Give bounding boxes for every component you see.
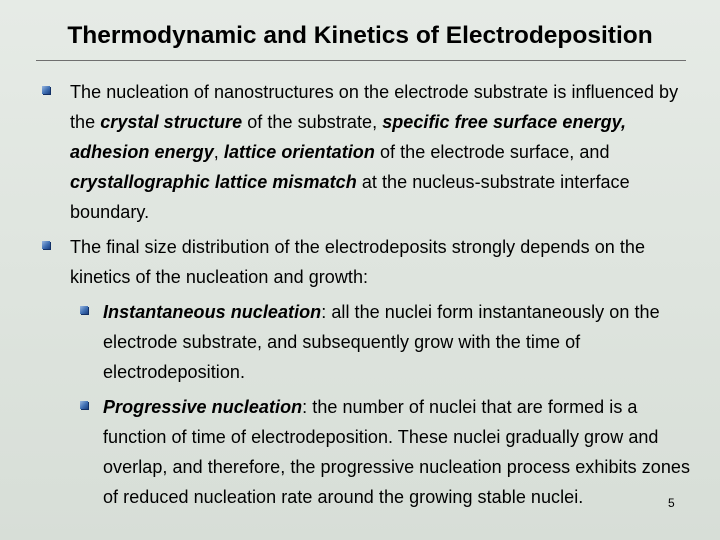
bullet-icon — [42, 241, 50, 249]
title-divider — [36, 60, 686, 61]
text-run: The final size distribution of the electrodeposits strongly depends on the kinetics of the nucleation and growth: — [70, 237, 646, 287]
text-run: , — [213, 142, 224, 162]
text-run: of the substrate, — [242, 112, 383, 132]
bullet-paragraph — [70, 77, 680, 227]
text-run: of the electrode surface, and — [374, 142, 610, 162]
emphasized-term: specific free surface energy, adhesion energy — [70, 112, 627, 162]
emphasized-term: lattice orientation — [223, 142, 375, 162]
text-run: at the nucleus-substrate interface boundary. — [70, 172, 630, 222]
page-number: 5 — [668, 496, 675, 510]
bullet-icon — [42, 86, 50, 94]
sub-bullet-paragraph — [103, 297, 693, 387]
bullet-paragraph — [70, 232, 680, 292]
text-run: : the number of nuclei that are formed is a function of time of electrodeposition. These nuclei gradually grow and overlap, and therefore, the progressive nucleation process exhibits zones of reduced nucleation rate around the growing stable nuclei. — [103, 397, 690, 507]
sub-bullet-icon — [80, 401, 88, 409]
page-title: Thermodynamic and Kinetics of Electrodeposition — [67, 22, 653, 49]
text-run: The nucleation of nanostructures on the electrode substrate is influenced by the — [70, 82, 679, 132]
sub-bullet-icon — [80, 306, 88, 314]
sub-bullet-paragraph — [103, 392, 698, 512]
emphasized-term: crystal structure — [100, 112, 243, 132]
emphasized-term: Instantaneous nucleation — [103, 302, 322, 322]
emphasized-term: Progressive nucleation — [103, 397, 303, 417]
text-run: : all the nuclei form instantaneously on the electrode substrate, and subsequently grow with the time of electrodeposition. — [103, 302, 660, 382]
emphasized-term: crystallographic lattice mismatch — [70, 172, 357, 192]
